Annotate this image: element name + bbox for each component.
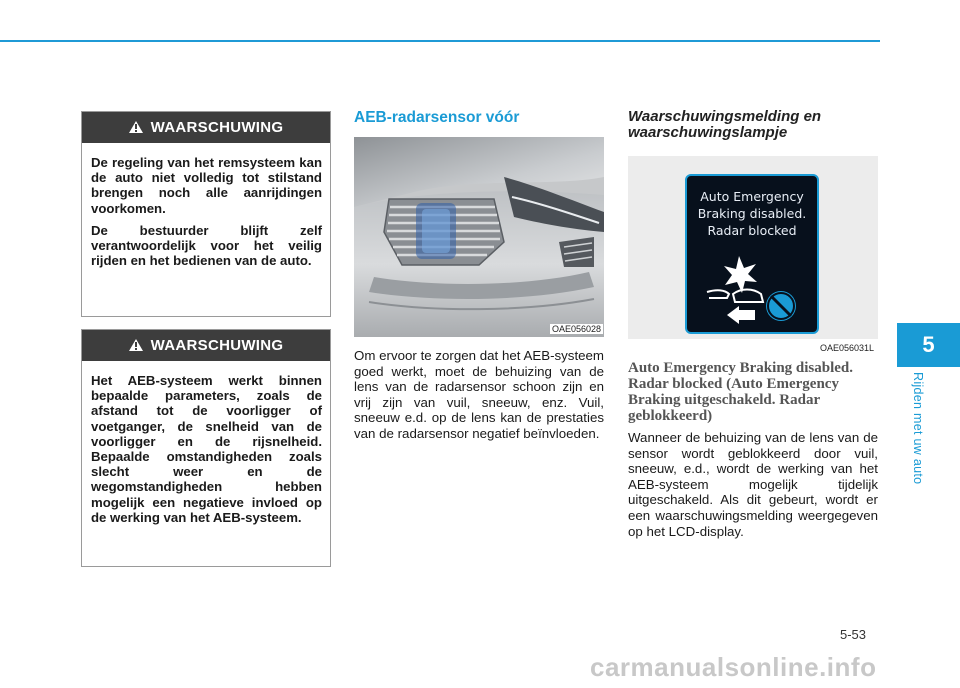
message-heading: Auto Emergency Braking disabled. Radar blocked (Auto Emergency Braking uitgeschakeld. Radar geblokkeerd) <box>628 360 854 424</box>
message-section-title: Waarschuwingsmelding en waarschuwingslampje <box>628 108 822 141</box>
chapter-tab: 5 <box>897 323 960 367</box>
car-front-image <box>354 137 604 337</box>
radar-section-title: AEB-radarsensor vóór <box>354 109 520 126</box>
page-number: 5-53 <box>840 627 867 642</box>
watermark: carmanualsonline.info <box>590 652 877 682</box>
image-code: OAE056028 <box>551 324 601 334</box>
lcd-line: Auto Emergency <box>700 189 804 204</box>
lcd-line: Braking disabled. <box>697 206 807 221</box>
warning-box-2 <box>81 329 331 567</box>
warning-triangle-icon <box>129 339 143 351</box>
warning-paragraph: De bestuurder blijft zelf verantwoordelijk voor het veilig rijden en het bedienen van de auto. <box>91 222 322 269</box>
warning-paragraph: De regeling van het remsysteem kan de auto niet volledig tot stilstand brengen noch alle aanrijdingen voorkomen. <box>91 155 322 216</box>
warning-box-1 <box>81 111 331 317</box>
collision-blocked-icon <box>697 248 807 328</box>
lcd-message <box>687 188 817 239</box>
chapter-title: Rijden met uw auto <box>911 372 925 485</box>
warning-body <box>82 361 330 540</box>
warning-label: WAARSCHUWING <box>150 119 284 136</box>
lcd-illustration <box>628 156 878 353</box>
lcd-line: Radar blocked <box>707 223 797 238</box>
warning-paragraph: Het AEB-systeem werkt binnen bepaalde parameters, zoals de afstand tot de voorligger of voetganger, de snelheid van de voorligger en de rijsnelheid. Bepaalde omstandigheden zoals slecht weer en de wegomstandigheden hebben mogelijk een negatieve invloed op de werking van het AEB-systeem. <box>91 373 322 525</box>
warning-label: WAARSCHUWING <box>150 337 284 354</box>
warning-header <box>82 112 330 143</box>
warning-header <box>82 330 330 361</box>
warning-triangle-icon <box>129 121 143 133</box>
warning-body <box>82 143 330 283</box>
top-rule <box>0 40 880 42</box>
lcd-screen <box>685 174 819 334</box>
car-front-illustration <box>354 137 604 337</box>
image-code: OAE056031L <box>819 343 874 353</box>
radar-section-text: Om ervoor te zorgen dat het AEB-systeem goed werkt, moet de behuizing van de lens van de radarsensor schoon zijn en vrij zijn van vuil, sneeuw, enz. Vuil, sneeuw e.d. op de lens kan de prestaties van de radarsensor negatief beïnvloeden. <box>354 348 604 441</box>
message-section-text: Wanneer de behuizing van de lens van de sensor wordt geblokkeerd door vuil, sneeuw, e.d., wordt de werking van het AEB-systeem mogelijk tijdelijk uitgeschakeld. Als dit gebeurt, wordt er een waarschuwingsmelding weergegeven op het LCD-display. <box>628 430 878 539</box>
